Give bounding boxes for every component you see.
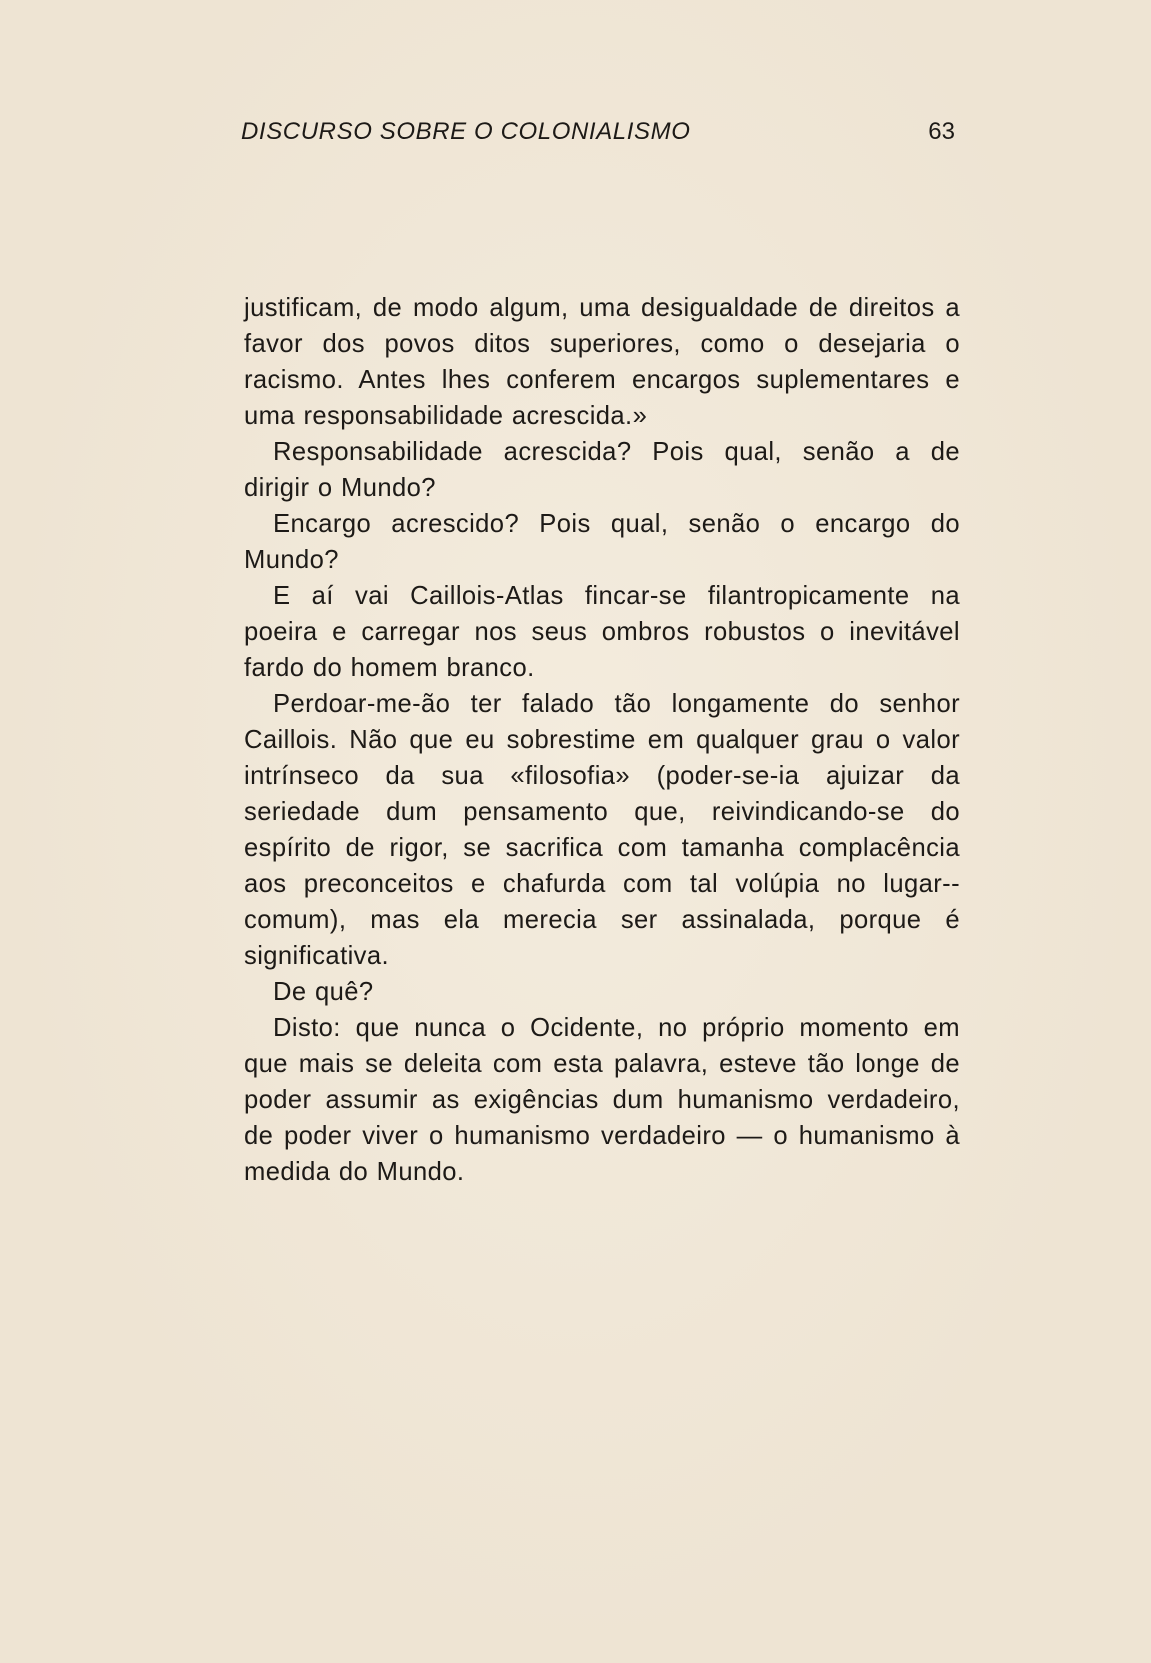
running-title: DISCURSO SOBRE O COLONIALISMO	[241, 118, 691, 145]
paragraph: De quê?	[273, 978, 374, 1006]
page-number: 63	[928, 118, 955, 145]
body-text	[244, 290, 960, 1190]
page-header	[241, 114, 955, 150]
paragraph: Disto: que nunca o Ocidente, no próprio momento em que mais se deleita com esta palavra, esteve tão longe de poder assumir as exigências dum humanismo verdadeiro, de poder viver o humanismo verdadeiro — o humanismo à medida do Mundo.	[244, 1014, 960, 1186]
paragraph-continuation: justificam, de modo algum, uma desigualdade de direitos a favor dos povos ditos superiores, como o desejaria o racismo. Antes lhes conferem encargos suplementares e uma responsabilidade acrescida.»	[244, 294, 960, 430]
paragraph: Encargo acrescido? Pois qual, senão o encargo do Mundo?	[244, 510, 960, 574]
paragraph: Perdoar-me-ão ter falado tão longamente do senhor Caillois. Não que eu sobrestime em qualquer grau o valor intrínseco da sua «filosofia» (poder-se-ia ajuizar da seriedade dum pensamento que, reivindicando-se do espírito de rigor, se sacrifica com tamanha complacência aos preconceitos e chafurda com tal volúpia no lugar--comum), mas ela merecia ser assinalada, porque é significativa.	[244, 690, 960, 970]
paragraph: E aí vai Caillois-Atlas fincar-se filantropicamente na poeira e carregar nos seus ombros robustos o inevitável fardo do homem branco.	[244, 582, 960, 682]
paragraph: Responsabilidade acrescida? Pois qual, senão a de dirigir o Mundo?	[244, 438, 960, 502]
